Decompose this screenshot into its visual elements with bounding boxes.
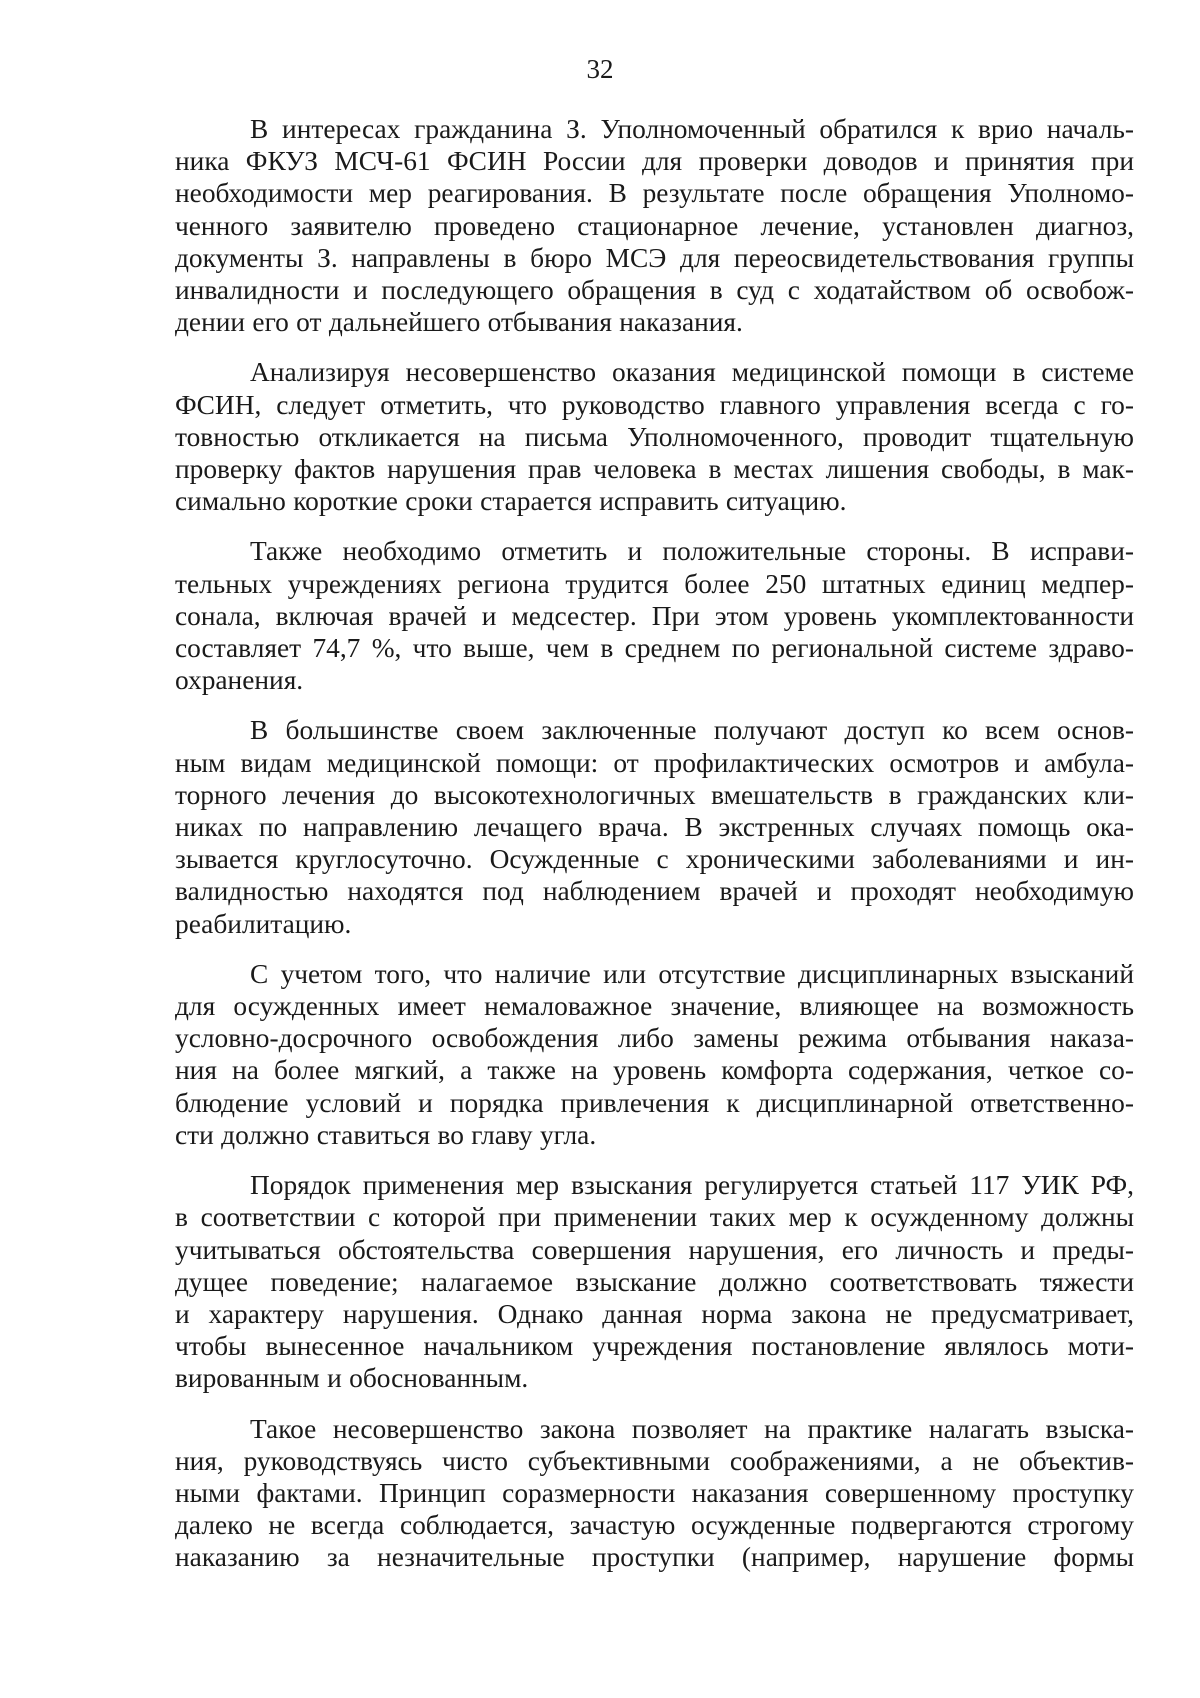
text-line: составляет 74,7 %, что выше, чем в среднем по региональной системе здраво- xyxy=(175,633,1134,664)
paragraph xyxy=(175,714,1134,939)
text-line: блюдение условий и порядка привлечения к дисциплинарной ответственно- xyxy=(175,1087,1134,1118)
paragraph xyxy=(175,1169,1134,1394)
paragraph xyxy=(175,535,1134,696)
text-line: сти должно ставиться во главу угла. xyxy=(175,1119,597,1150)
text-line: ными фактами. Принцип соразмерности наказания совершенному проступку xyxy=(175,1477,1134,1508)
text-line: необходимости мер реагирования. В результате после обращения Уполномо- xyxy=(175,178,1134,209)
text-line: охранения. xyxy=(175,665,304,696)
text-line: ным видам медицинской помощи: от профилактических осмотров и амбула- xyxy=(175,747,1134,778)
text-line: ния, руководствуясь чисто субъективными соображениями, а не объектив- xyxy=(175,1445,1134,1476)
text-line: В большинстве своем заключенные получают доступ ко всем основ- xyxy=(250,715,1134,746)
text-line: наказанию за незначительные проступки (например, нарушение формы xyxy=(175,1542,1134,1573)
text-line: реабилитацию. xyxy=(175,908,352,939)
text-line: документы З. направлены в бюро МСЭ для переосвидетельствования группы xyxy=(175,242,1134,273)
text-line: ФСИН, следует отметить, что руководство главного управления всегда с го- xyxy=(175,389,1134,420)
text-line: симально короткие сроки старается исправить ситуацию. xyxy=(175,486,847,517)
text-line: В интересах гражданина З. Уполномоченный обратился к врио началь- xyxy=(250,114,1134,144)
text-line: вированным и обоснованным. xyxy=(175,1363,529,1394)
paragraph xyxy=(175,1413,1134,1574)
text-line: ника ФКУЗ МСЧ-61 ФСИН России для проверки доводов и принятия при xyxy=(175,146,1134,177)
text-line: Анализируя несовершенство оказания медицинской помощи в системе xyxy=(250,357,1134,388)
text-line: Такое несовершенство закона позволяет на практике налагать взыска- xyxy=(250,1413,1134,1444)
text-line: далеко не всегда соблюдается, зачастую осужденные подвергаются строгому xyxy=(175,1510,1134,1541)
text-line: инвалидности и последующего обращения в суд с ходатайством об освобож- xyxy=(175,275,1134,306)
text-line: товностью откликается на письма Уполномоченного, проводит тщательную xyxy=(175,421,1134,452)
paragraph xyxy=(175,958,1134,1151)
page-number: 32 xyxy=(586,54,614,84)
text-line: торного лечения до высокотехнологичных вмешательств в гражданских кли- xyxy=(175,779,1134,810)
text-line: никах по направлению лечащего врача. В экстренных случаях помощь ока- xyxy=(175,812,1134,843)
text-line: в соответствии с которой при применении таких мер к осужденному должны xyxy=(175,1202,1134,1233)
text-line: С учетом того, что наличие или отсутствие дисциплинарных взысканий xyxy=(250,958,1134,989)
text-line: тельных учреждениях региона трудится более 250 штатных единиц медпер- xyxy=(175,568,1134,599)
text-line: ния на более мягкий, а также на уровень комфорта содержания, четкое со- xyxy=(175,1055,1134,1086)
text-line: дении его от дальнейшего отбывания наказания. xyxy=(175,307,743,338)
text-line: Порядок применения мер взыскания регулируется статьей 117 УИК РФ, xyxy=(250,1170,1134,1201)
text-line: Также необходимо отметить и положительные стороны. В исправи- xyxy=(250,536,1134,567)
text-line: зывается круглосуточно. Осужденные с хроническими заболеваниями и ин- xyxy=(175,844,1134,875)
text-line: и характеру нарушения. Однако данная норма закона не предусматривает, xyxy=(175,1298,1134,1329)
document-body xyxy=(175,113,1134,1592)
text-line: чтобы вынесенное начальником учреждения постановление являлось моти- xyxy=(175,1331,1134,1362)
text-line: учитываться обстоятельства совершения нарушения, его личность и преды- xyxy=(175,1234,1134,1265)
text-line: ченного заявителю проведено стационарное лечение, установлен диагноз, xyxy=(175,210,1134,241)
text-line: валидностью находятся под наблюдением врачей и проходят необходимую xyxy=(175,876,1134,907)
text-line: проверку фактов нарушения прав человека в местах лишения свободы, в мак- xyxy=(175,454,1134,485)
text-line: сонала, включая врачей и медсестер. При этом уровень укомплектованности xyxy=(175,600,1134,631)
text-line: для осужденных имеет немаловажное значение, влияющее на возможность xyxy=(175,991,1134,1022)
paragraph xyxy=(175,113,1134,338)
paragraph xyxy=(175,356,1134,517)
text-line: условно-досрочного освобождения либо замены режима отбывания наказа- xyxy=(175,1023,1134,1054)
text-line: дущее поведение; налагаемое взыскание должно соответствовать тяжести xyxy=(175,1266,1134,1297)
